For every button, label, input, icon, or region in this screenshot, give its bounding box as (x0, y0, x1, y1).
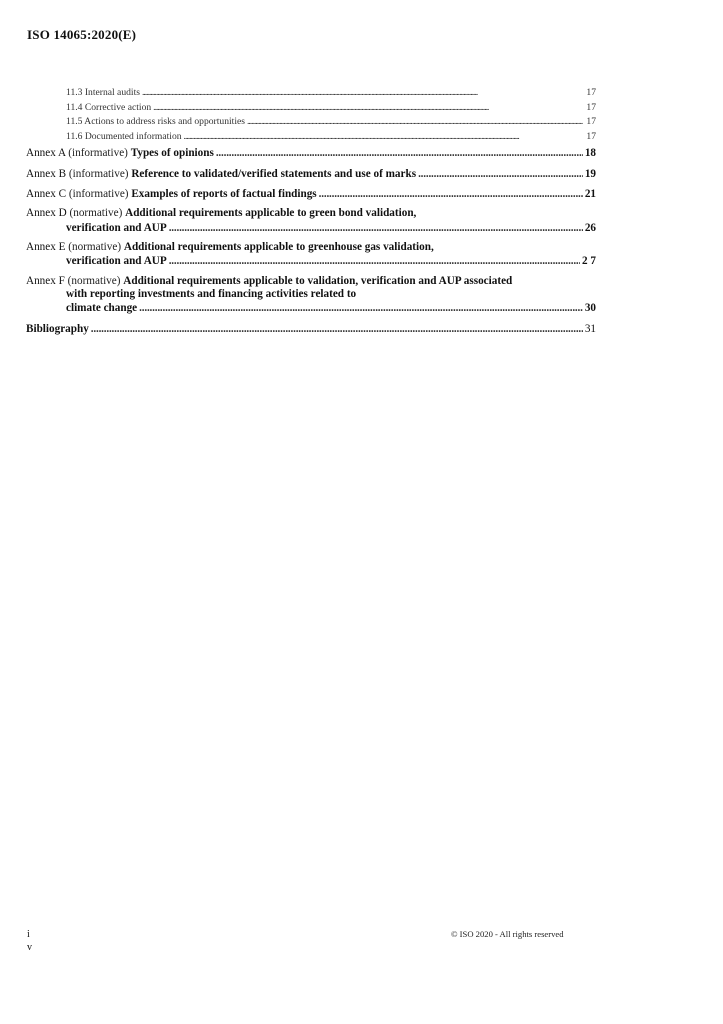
annex-title: Additional requirements applicable to validation, verification and AUP associated (123, 274, 513, 287)
annex-prefix: Annex E (26, 240, 66, 253)
toc-entry-page: 26 (584, 221, 596, 234)
toc-entry-annex-a[interactable] (26, 146, 596, 160)
dot-leader (153, 101, 584, 116)
annex-prefix: Annex D (26, 207, 67, 220)
dot-leader (247, 115, 584, 130)
copyright-notice: © ISO 2020 - All rights reserved (451, 929, 564, 939)
annex-type: (normative) (69, 207, 123, 220)
toc-entry-label: 11.6 Documented information (66, 130, 182, 142)
toc-entry-annex-d[interactable] (26, 207, 596, 234)
annex-type: (normative) (67, 274, 121, 287)
annex-type: (informative) (68, 167, 129, 180)
toc-entry-11-3[interactable] (26, 86, 596, 101)
toc-entry-label: Bibliography (26, 322, 89, 335)
toc-entry-label: 11.5 Actions to address risks and opportunities (66, 116, 245, 128)
toc-entry-page: 18 (584, 147, 596, 160)
toc-entry-annex-b[interactable] (26, 167, 596, 181)
annex-prefix: Annex A (26, 147, 66, 160)
toc-entry-page: 17 (586, 116, 596, 128)
annex-prefix: Annex B (26, 167, 67, 180)
annex-title: Additional requirements applicable to green bond validation, (125, 207, 417, 220)
page-number-line: i (27, 929, 30, 940)
annex-title: Reference to validated/verified statements and use of marks (131, 167, 417, 180)
annex-prefix: Annex C (26, 187, 67, 200)
toc-entry-annex-e[interactable] (26, 241, 596, 268)
dot-leader (216, 146, 583, 160)
dot-leader (184, 130, 585, 145)
toc-entry-annex-c[interactable] (26, 187, 596, 201)
page-number-line: v (27, 942, 32, 953)
toc-entry-page: 30 (584, 302, 596, 315)
annex-title: Additional requirements applicable to greenhouse gas validation, (123, 240, 434, 253)
annex-title-continued: with reporting investments and financing activities related to (66, 288, 357, 301)
toc-entry-page: 17 (586, 130, 596, 142)
dot-leader (169, 254, 580, 268)
annex-title: Types of opinions (130, 147, 214, 160)
dot-leader (139, 301, 583, 315)
table-of-contents (26, 86, 596, 336)
document-header: ISO 14065:2020(E) (27, 27, 137, 42)
annex-type: (informative) (68, 187, 129, 200)
toc-entry-page: 2 7 (582, 255, 596, 268)
toc-entry-annex-f[interactable] (26, 275, 596, 316)
toc-entry-page: 17 (586, 101, 596, 113)
annex-type: (normative) (68, 240, 122, 253)
dot-leader (418, 167, 583, 181)
annex-title-continued: verification and AUP (66, 221, 167, 234)
toc-entry-page: 19 (584, 167, 596, 180)
annex-title: Examples of reports of factual findings (131, 187, 317, 200)
toc-entry-page: 31 (584, 322, 596, 335)
toc-entry-11-5[interactable] (26, 115, 596, 130)
annex-type: (informative) (68, 147, 128, 160)
toc-entry-page: 17 (586, 87, 596, 98)
annex-prefix: Annex F (26, 274, 65, 287)
toc-entry-bibliography[interactable] (26, 322, 596, 336)
annex-title-continued: climate change (66, 302, 138, 315)
annex-title-continued: verification and AUP (66, 255, 167, 268)
toc-entry-page: 21 (584, 187, 596, 200)
dot-leader (169, 221, 583, 235)
dot-leader (142, 86, 584, 101)
toc-entry-11-4[interactable] (26, 101, 596, 116)
toc-entry-label: 11.3 Internal audits (66, 87, 140, 98)
dot-leader (319, 187, 583, 201)
dot-leader (91, 322, 583, 336)
toc-entry-label: 11.4 Corrective action (66, 101, 152, 113)
toc-entry-11-6[interactable] (26, 130, 596, 145)
page-number (27, 928, 37, 954)
